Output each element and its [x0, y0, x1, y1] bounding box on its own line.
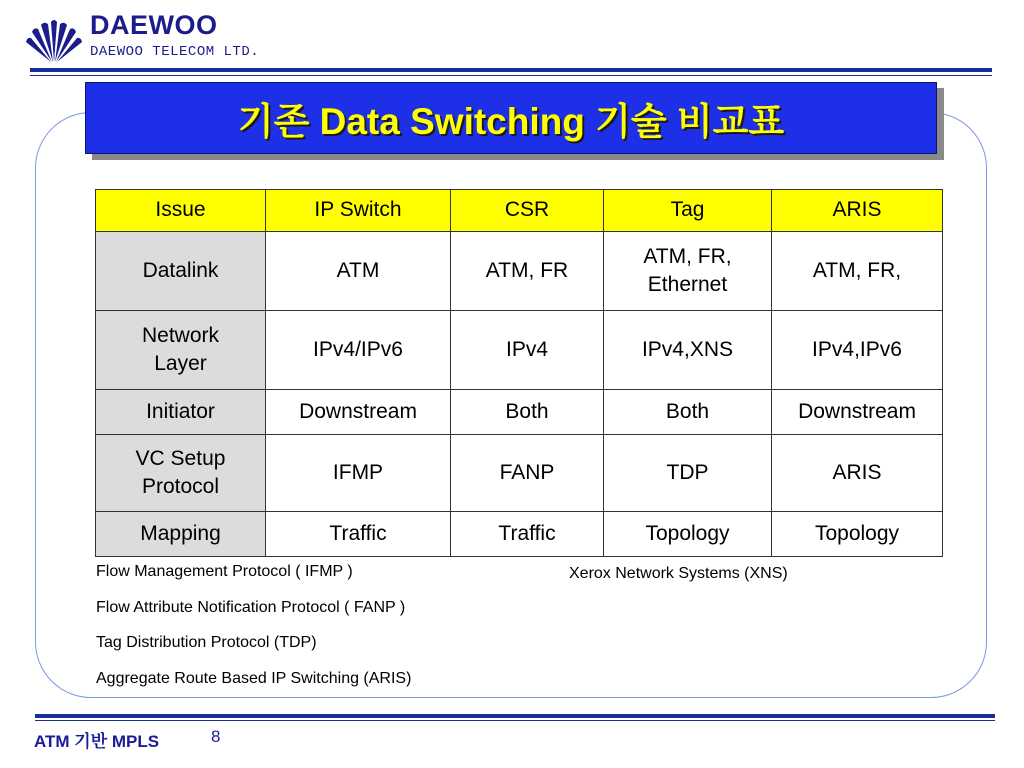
note-item: Aggregate Route Based IP Switching (ARIS): [96, 669, 412, 687]
table-cell: FANP: [451, 435, 604, 512]
row-header: VC Setup Protocol: [96, 435, 266, 512]
table-cell: Both: [604, 390, 772, 435]
table-row: [96, 311, 943, 390]
table-row: [96, 435, 943, 512]
table-cell: Downstream: [266, 390, 451, 435]
table-cell: IPv4: [451, 311, 604, 390]
brand-subtitle: DAEWOO TELECOM LTD.: [90, 44, 260, 60]
table-cell: TDP: [604, 435, 772, 512]
row-header: Network Layer: [96, 311, 266, 390]
column-header: CSR: [451, 190, 604, 232]
table-cell: Downstream: [772, 390, 943, 435]
table-cell: IPv4,IPv6: [772, 311, 943, 390]
table-cell: Traffic: [451, 512, 604, 557]
table-cell: Topology: [604, 512, 772, 557]
footer-title: ATM 기반 MPLS: [34, 732, 160, 751]
row-header: Datalink: [96, 232, 266, 311]
column-header: IP Switch: [266, 190, 451, 232]
table-cell: ATM, FR, Ethernet: [604, 232, 772, 311]
table-cell: IPv4,XNS: [604, 311, 772, 390]
table-cell: Topology: [772, 512, 943, 557]
table-row: [96, 390, 943, 435]
xns-note: Xerox Network Systems (XNS): [569, 565, 788, 582]
slide-title-box: [85, 82, 937, 154]
table-cell: IFMP: [266, 435, 451, 512]
note-item: Tag Distribution Protocol (TDP): [96, 634, 317, 651]
table-header-row: [96, 190, 943, 232]
table-cell: ATM: [266, 232, 451, 311]
header-rule: [30, 68, 992, 72]
daewoo-logo-icon: [24, 12, 84, 64]
row-header: Mapping: [96, 512, 266, 557]
table-cell: ATM, FR: [451, 232, 604, 311]
acronym-notes: [96, 560, 411, 702]
column-header: ARIS: [772, 190, 943, 232]
header-rule-thin: [30, 75, 992, 76]
note-item: Flow Attribute Notification Protocol ( FANP ): [96, 598, 406, 616]
table-row: [96, 512, 943, 557]
footer-rule: [35, 714, 995, 718]
table-cell: ARIS: [772, 435, 943, 512]
table-cell: Traffic: [266, 512, 451, 557]
footer-rule-thin: [35, 720, 995, 721]
comparison-table: [95, 189, 943, 557]
slide-title: 기존 Data Switching 기술 비교표: [237, 101, 785, 142]
table-row: [96, 232, 943, 311]
page-number: 8: [211, 727, 221, 746]
brand-name: DAEWOO: [90, 10, 218, 40]
column-header: Issue: [96, 190, 266, 232]
table-cell: Both: [451, 390, 604, 435]
column-header: Tag: [604, 190, 772, 232]
table-cell: ATM, FR,: [772, 232, 943, 311]
table-cell: IPv4/IPv6: [266, 311, 451, 390]
note-item: Flow Management Protocol ( IFMP ): [96, 563, 353, 580]
row-header: Initiator: [96, 390, 266, 435]
